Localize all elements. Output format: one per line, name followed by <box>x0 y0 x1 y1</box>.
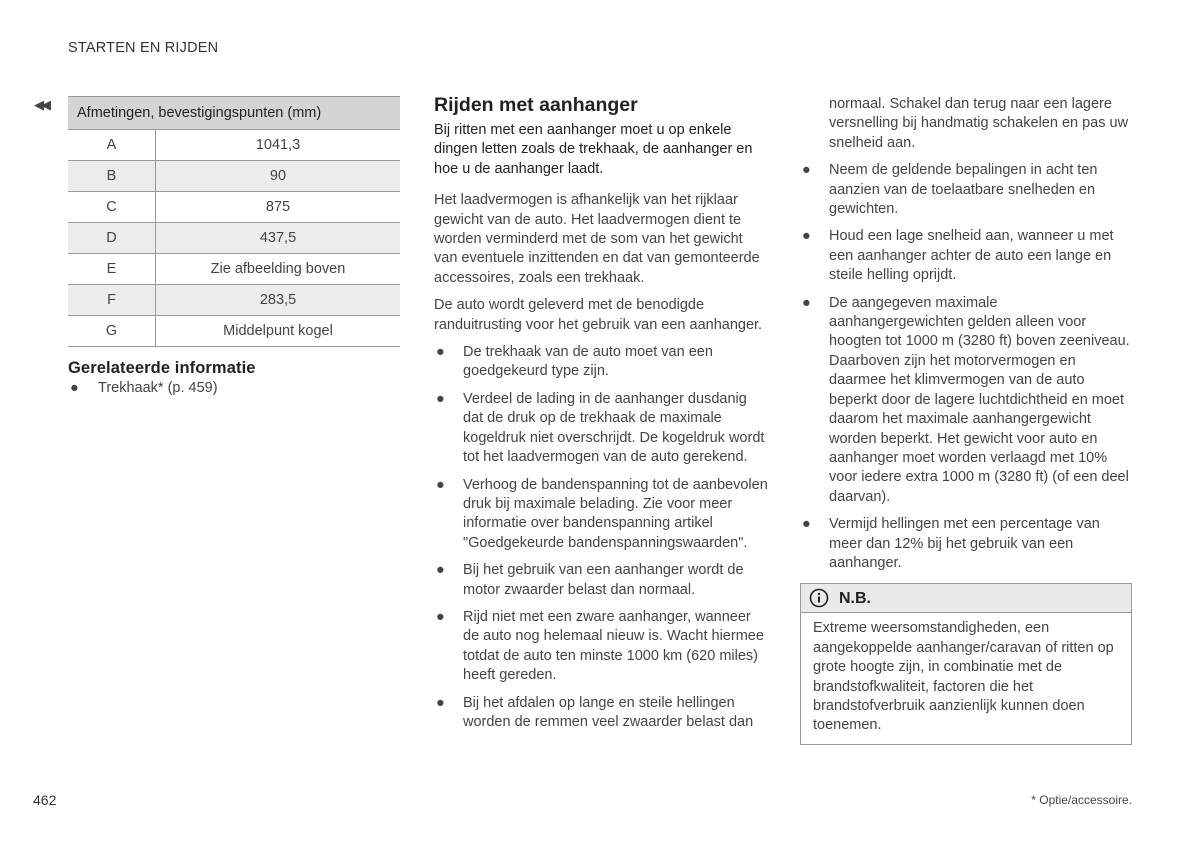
table-row <box>68 130 400 161</box>
list-item-text: Verdeel de lading in de aanhanger dusdanig dat de druk op de trekhaak de maximale kogeldruk niet overschrijdt. De kogeldruk wordt tot het laadvermogen van de auto gerekend. <box>463 390 765 466</box>
continued-arrows-icon: ◀◀ <box>34 97 48 112</box>
list-item-text: Houd een lage snelheid aan, wanneer u met een aanhanger achter de auto een lange en steile helling oprijdt. <box>829 228 1114 284</box>
list-item-text: Verhoog de bandenspanning tot de aanbevolen druk bij maximale belading. Zie voor meer informatie over bandenspanning artikel "Goedgekeurde bandenspanningswaarden". <box>463 476 768 551</box>
bullet-list <box>434 343 769 732</box>
bullet-icon: ● <box>802 228 811 245</box>
list-item <box>800 161 1132 219</box>
note-box <box>800 583 1132 744</box>
right-column <box>800 95 1132 745</box>
note-text: Extreme weersomstandigheden, een aangekoppelde aanhanger/caravan of ritten op grote hoogte zijn, in combinatie met de brandstofkwaliteit, factoren die het brandstofverbruik aanzienlijk kunnen doen toenemen. <box>813 620 1114 734</box>
dimensions-table <box>68 96 400 347</box>
bullet-icon: ● <box>802 162 811 179</box>
paragraph: Het laadvermogen is afhankelijk van het rijklaar gewicht van de auto. Het laadvermogen dient te worden verminderd met de som van het gewicht van eventuele inzittenden en dat van gemonteerde accessoires, zoals een trekhaak. <box>434 192 760 286</box>
table-cell-value: Zie afbeelding boven <box>156 254 401 285</box>
list-item <box>800 227 1132 285</box>
table-cell-value: 90 <box>156 161 401 192</box>
footnote: * Optie/accessoire. <box>1031 793 1132 807</box>
table-row <box>68 223 400 254</box>
table-row <box>68 285 400 316</box>
table-cell-value: Middelpunt kogel <box>156 316 401 347</box>
bullet-icon: ● <box>802 294 811 311</box>
table-cell-value: 1041,3 <box>156 130 401 161</box>
table-row <box>68 254 400 285</box>
list-item-text: Bij het gebruik van een aanhanger wordt de motor zwaarder belast dan normaal. <box>463 562 744 598</box>
info-icon <box>809 588 829 608</box>
list-item-text: Bij het afdalen op lange en steile hellingen worden de remmen veel zwaarder belast dan <box>463 694 754 730</box>
table-cell-key: G <box>68 316 156 347</box>
table-cell-value: 283,5 <box>156 285 401 316</box>
table-cell-key: E <box>68 254 156 285</box>
bullet-icon: ● <box>436 562 445 579</box>
dimensions-table-header: Afmetingen, bevestigingspunten (mm) <box>68 97 400 130</box>
table-row <box>68 316 400 347</box>
bullet-icon: ● <box>436 390 445 407</box>
continued-text: normaal. Schakel dan terug naar een lagere versnelling bij handmatig schakelen en pas uw snelheid aan. <box>829 96 1129 151</box>
related-link-label[interactable]: Trekhaak* (p. 459) <box>98 380 218 396</box>
table-cell-key: B <box>68 161 156 192</box>
bullet-icon: ● <box>436 608 445 625</box>
bullet-icon: ● <box>436 344 445 361</box>
page-number: 462 <box>33 792 57 808</box>
bullet-icon: ● <box>802 516 811 533</box>
list-item <box>434 608 769 686</box>
bullet-list <box>800 161 1132 573</box>
list-item <box>800 515 1132 573</box>
list-item-text: De trekhaak van de auto moet van een goedgekeurd type zijn. <box>463 344 713 380</box>
section-header: STARTEN EN RIJDEN <box>68 40 219 56</box>
list-item-text: De aangegeven maximale aanhangergewichten gelden alleen voor hoogten tot 1000 m (3280 ft) boven zeeniveau. Daarboven zijn het motorvermogen en daarmee het klimvermogen van de auto beperkt door de lagere luchtdichtheid en moet daarom het maximale aanhangergewicht worden beperkt. Het gewicht voor auto en aanhanger moet worden verlaagd met 10% voor iedere extra 1000 m (3280 ft) (of een deel daarvan). <box>829 294 1130 505</box>
list-item <box>434 476 769 554</box>
article-title: Rijden met aanhanger <box>434 94 638 116</box>
list-item <box>434 343 769 382</box>
middle-column <box>434 93 769 740</box>
related-link-trekhaak[interactable] <box>68 380 400 396</box>
note-header <box>801 584 1131 613</box>
list-item-text: Neem de geldende bepalingen in acht ten aanzien van de toelaatbare snelheden en gewichten. <box>829 162 1098 218</box>
bullet-icon: ● <box>436 476 445 493</box>
list-item <box>434 694 769 733</box>
left-column <box>68 96 400 396</box>
table-cell-key: A <box>68 130 156 161</box>
list-item <box>434 390 769 468</box>
table-row <box>68 161 400 192</box>
table-cell-value: 437,5 <box>156 223 401 254</box>
article-intro: Bij ritten met een aanhanger moet u op enkele dingen letten zoals de trekhaak, de aanhanger en hoe u de aanhanger laadt. <box>434 122 753 177</box>
related-info-title: Gerelateerde informatie <box>68 359 256 377</box>
table-cell-key: D <box>68 223 156 254</box>
table-cell-key: F <box>68 285 156 316</box>
list-item-text: Vermijd hellingen met een percentage van meer dan 12% bij het gebruik van een aanhanger. <box>829 516 1100 571</box>
list-item <box>800 294 1132 507</box>
paragraph: De auto wordt geleverd met de benodigde randuitrusting voor het gebruik van een aanhanger. <box>434 297 763 333</box>
table-cell-key: C <box>68 192 156 223</box>
list-item-text: Rijd niet met een zware aanhanger, wanneer de auto nog helemaal nieuw is. Wacht hiermee totdat de auto ten minste 1000 km (620 miles) heeft gereden. <box>463 608 764 684</box>
table-row <box>68 192 400 223</box>
bullet-icon: ● <box>436 694 445 711</box>
list-item <box>434 561 769 600</box>
table-cell-value: 875 <box>156 192 401 223</box>
bullet-icon: ● <box>70 380 79 396</box>
note-title: N.B. <box>839 589 871 607</box>
